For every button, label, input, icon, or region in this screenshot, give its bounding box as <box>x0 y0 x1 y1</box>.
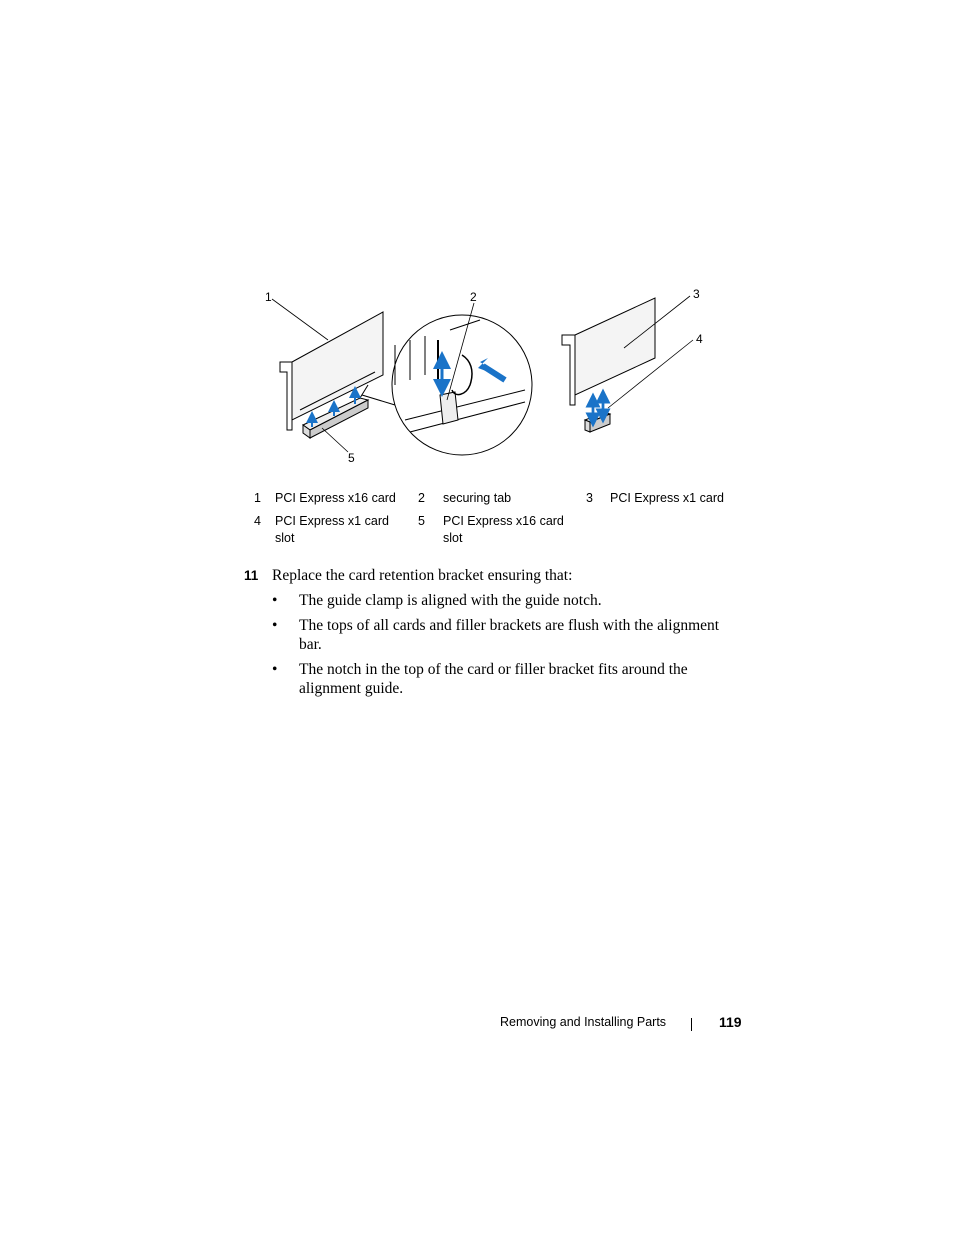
legend-text: PCI Express x16 card <box>275 491 396 505</box>
callout-1: 1 <box>265 290 272 304</box>
legend-row <box>254 490 734 513</box>
legend-text: securing tab <box>443 491 512 505</box>
legend-text: PCI Express x1 card <box>610 491 724 505</box>
legend-num: 5 <box>418 514 425 528</box>
legend-text: PCI Express x1 card slot <box>275 514 389 545</box>
list-item <box>272 660 732 698</box>
figure-legend <box>254 490 734 553</box>
footer-divider <box>691 1018 692 1031</box>
legend-num: 4 <box>254 514 261 528</box>
callout-5: 5 <box>348 451 355 465</box>
callout-4: 4 <box>696 332 703 346</box>
legend-text: PCI Express x16 card slot <box>443 514 564 545</box>
bullet-mark: • <box>272 592 278 609</box>
legend-num: 1 <box>254 491 261 505</box>
bullet-text: The notch in the top of the card or filler bracket fits around the alignment guide. <box>299 661 688 697</box>
bullet-mark: • <box>272 661 278 678</box>
page-number: 119 <box>719 1014 742 1030</box>
legend-num: 2 <box>418 491 425 505</box>
callout-3: 3 <box>693 287 700 301</box>
securing-tab-detail-circle <box>362 315 532 455</box>
legend-row <box>254 513 734 553</box>
pci-x1-card-illustration <box>562 298 655 432</box>
list-item <box>272 616 732 654</box>
step-text: Replace the card retention bracket ensuring that: <box>272 567 573 584</box>
step-number: 11 <box>244 568 259 583</box>
step-bullet-list <box>272 591 732 704</box>
footer-section-title: Removing and Installing Parts <box>500 1015 667 1029</box>
bullet-text: The guide clamp is aligned with the guide notch. <box>299 592 602 609</box>
bullet-mark: • <box>272 617 278 634</box>
pci-card-installation-figure <box>0 0 954 480</box>
bullet-text: The tops of all cards and filler brackets are flush with the alignment bar. <box>299 617 720 653</box>
callout-2: 2 <box>470 290 477 304</box>
legend-num: 3 <box>586 491 593 505</box>
list-item <box>272 591 732 610</box>
pci-x16-card-illustration <box>280 312 383 438</box>
